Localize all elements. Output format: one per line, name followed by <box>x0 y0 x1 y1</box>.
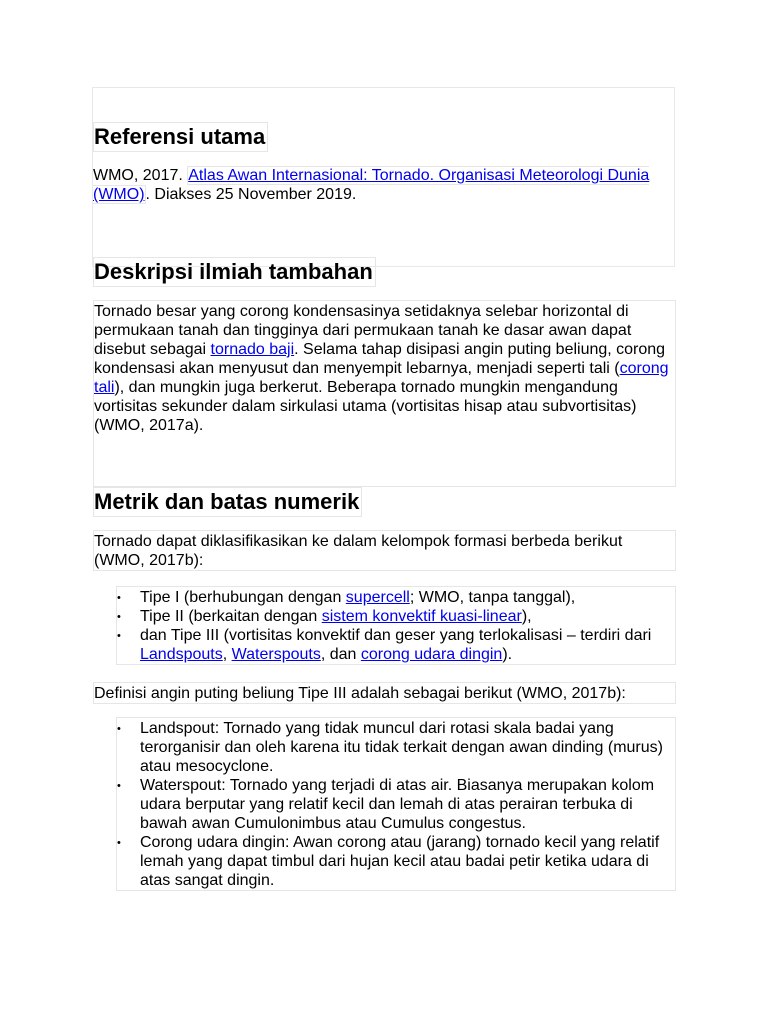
list-item <box>117 626 675 664</box>
list-item: • Landspout: Tornado yang tidak muncul dari rotasi skala badai yang terorganisir dan oleh karena itu tidak terkait dengan awan dinding (murus) atau mesocyclone. <box>117 719 675 776</box>
list-item <box>117 607 675 626</box>
type3-sep2: , dan <box>320 646 361 663</box>
description-text-1: Tornado besar yang corong kondensasinya setidaknya selebar horizontal di permukaan tanah dan tingginya dari permukaan tanah ke dasar awan dapat disebut sebagai <box>94 303 632 358</box>
description-paragraph <box>94 302 675 435</box>
reference-lead: WMO, 2017. <box>93 167 188 184</box>
heading-referensi-utama: Referensi utama <box>93 122 268 152</box>
type1-tail: ; WMO, tanpa tanggal), <box>409 589 576 606</box>
type3-tail: ). <box>502 646 513 663</box>
metrics-intro: Tornado dapat diklasifikasikan ke dalam kelompok formasi berbeda berikut (WMO, 2017b): <box>93 530 676 571</box>
heading-deskripsi-ilmiah: Deskripsi ilmiah tambahan <box>93 257 376 287</box>
definitions-list <box>116 717 676 891</box>
type2-text: Tipe II (berkaitan dengan <box>140 608 322 625</box>
description-text-3: ), dan mungkin juga berkerut. Beberapa tornado mungkin mengandung vortisitas sekunder dalam sirkulasi utama (vortisitas hisap atau subvortisitas) (WMO, 2017a). <box>94 379 637 434</box>
atlas-link[interactable]: Atlas Awan Internasional: Tornado. Organisasi Meteorologi Dunia (WMO) <box>93 167 650 203</box>
qlcs-link[interactable]: sistem konvektif kuasi-linear <box>321 608 522 625</box>
type3-text: dan Tipe III (vortisitas konvektif dan geser yang terlokalisasi – terdiri dari <box>140 627 652 644</box>
landspouts-link[interactable]: Landspouts <box>140 646 223 663</box>
reference-paragraph <box>93 166 663 204</box>
list-item: • Corong udara dingin: Awan corong atau (jarang) tornado kecil yang relatif lemah yang dapat timbul dari hujan kecil atau badai petir ketika udara di atas sangat dingin. <box>117 833 675 890</box>
reference-tail: . Diakses 25 November 2019. <box>145 186 357 203</box>
type2-tail: ), <box>521 608 532 625</box>
type1-text: Tipe I (berhubungan dengan <box>140 589 346 606</box>
list-item: • Waterspout: Tornado yang terjadi di atas air. Biasanya merupakan kolom udara berputar yang relatif kecil dan lemah di atas perairan terbuka di bawah awan Cumulonimbus atau Cumulus congestus. <box>117 776 675 833</box>
corong-udara-dingin-link[interactable]: corong udara dingin <box>360 646 503 663</box>
corong-tali-link[interactable]: corong tali <box>94 360 669 396</box>
supercell-link[interactable]: supercell <box>345 589 410 606</box>
tornado-baji-link[interactable]: tornado baji <box>210 341 295 358</box>
type3-sep1: , <box>222 646 232 663</box>
definitions-intro: Definisi angin puting beliung Tipe III adalah sebagai berikut (WMO, 2017b): <box>93 682 676 704</box>
description-box <box>93 300 676 487</box>
waterspouts-link[interactable]: Waterspouts <box>231 646 321 663</box>
description-text-2: . Selama tahap disipasi angin puting beliung, corong kondensasi akan menyusut dan menyempit lebarnya, menjadi seperti tali ( <box>94 341 666 377</box>
list-item <box>117 588 675 607</box>
type-list <box>116 586 676 665</box>
heading-metrik: Metrik dan batas numerik <box>93 487 362 517</box>
